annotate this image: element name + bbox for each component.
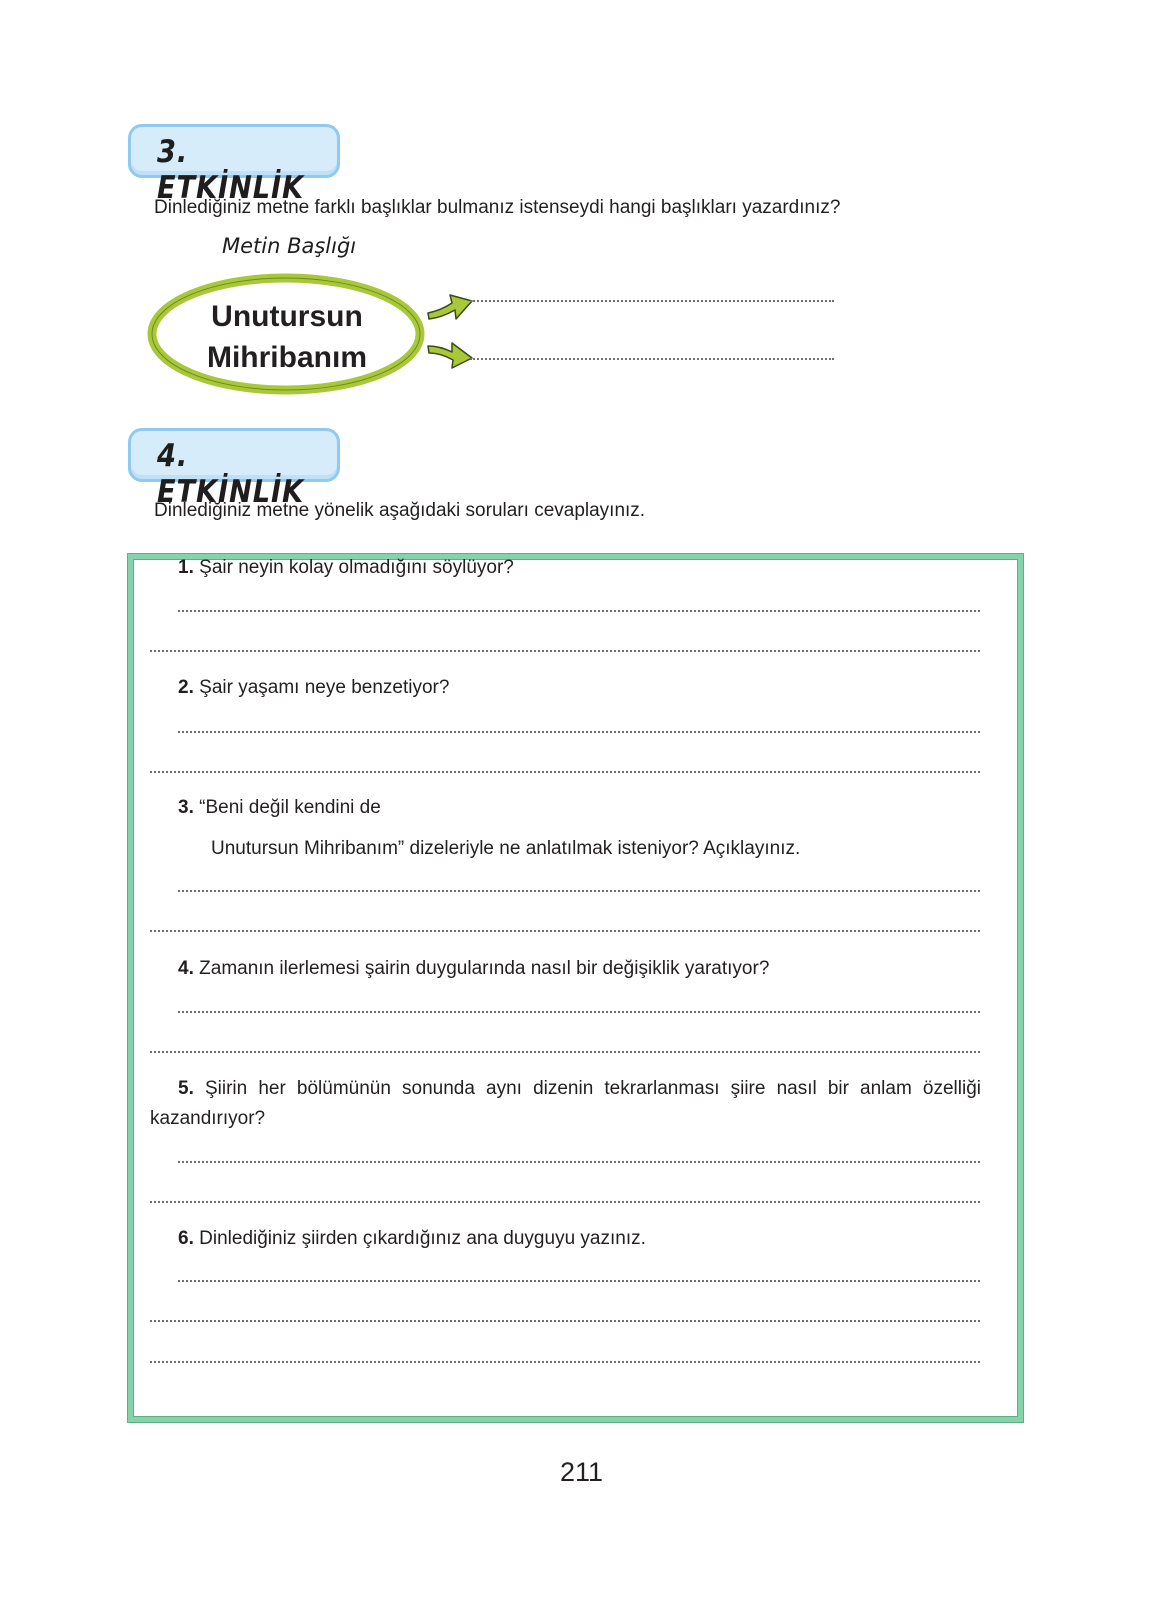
answer-line[interactable] <box>178 731 980 733</box>
activity-4-badge <box>128 428 340 510</box>
question-5-continuation: kazandırıyor? <box>150 1108 266 1129</box>
answer-line[interactable] <box>150 1361 980 1363</box>
activity-4-instruction: Dinlediğiniz metne yönelik aşağıdaki soruları cevaplayınız. <box>154 500 646 521</box>
question-3 <box>178 797 381 819</box>
activity-3-badge <box>128 124 340 206</box>
question-3-continuation: Unutursun Mihribanım” dizeleriyle ne anlatılmak isteniyor? Açıklayınız. <box>211 838 801 859</box>
metin-basligi-label: Metin Başlığı <box>222 234 357 258</box>
activity-4-badge-label: 4. ETKİNLİK <box>157 438 305 510</box>
question-1 <box>178 557 514 579</box>
question-text: Şair yaşamı neye benzetiyor? <box>199 677 450 698</box>
question-number: 3. <box>178 797 194 818</box>
answer-line[interactable] <box>178 1280 980 1282</box>
question-number: 2. <box>178 677 194 698</box>
question-text: “Beni değil kendini de <box>199 797 381 818</box>
answer-line[interactable] <box>470 300 834 302</box>
question-2 <box>178 677 449 699</box>
question-text: Dinlediğiniz şiirden çıkardığınız ana duyguyu yazınız. <box>199 1228 646 1249</box>
question-text: Şair neyin kolay olmadığını söylüyor? <box>199 557 514 578</box>
answer-line[interactable] <box>150 650 980 652</box>
question-6 <box>178 1228 646 1250</box>
question-5 <box>178 1078 981 1100</box>
arrow-right-icon <box>426 291 476 323</box>
answer-line[interactable] <box>178 1011 980 1013</box>
activity-3-instruction: Dinlediğiniz metne farklı başlıklar bulmanız istenseydi hangi başlıkları yazardınız? <box>154 197 841 218</box>
poem-title-line-2: Mihribanım <box>206 341 367 374</box>
question-text: Zamanın ilerlemesi şairin duygularında nasıl bir değişiklik yaratıyor? <box>199 958 770 979</box>
question-number: 5. <box>178 1078 194 1099</box>
question-text: Şiirin her bölümünün sonunda aynı dizenin tekrarlanması şiire nasıl bir anlam özelliği <box>204 1078 981 1099</box>
answer-line[interactable] <box>150 1201 980 1203</box>
answer-line[interactable] <box>470 358 834 360</box>
answer-line[interactable] <box>150 1320 980 1322</box>
answer-line[interactable] <box>150 1051 980 1053</box>
poem-title-line-1: Unutursun <box>211 300 363 333</box>
page-number: 211 <box>559 1457 604 1487</box>
answer-line[interactable] <box>150 771 980 773</box>
question-number: 6. <box>178 1228 194 1249</box>
answer-line[interactable] <box>150 930 980 932</box>
answer-line[interactable] <box>178 890 980 892</box>
answer-line[interactable] <box>178 610 980 612</box>
arrow-right-icon <box>426 338 476 370</box>
poem-title <box>146 296 428 378</box>
answer-line[interactable] <box>178 1161 980 1163</box>
question-number: 1. <box>178 557 194 578</box>
question-number: 4. <box>178 958 194 979</box>
activity-3-badge-label: 3. ETKİNLİK <box>157 134 305 206</box>
question-4 <box>178 958 769 980</box>
